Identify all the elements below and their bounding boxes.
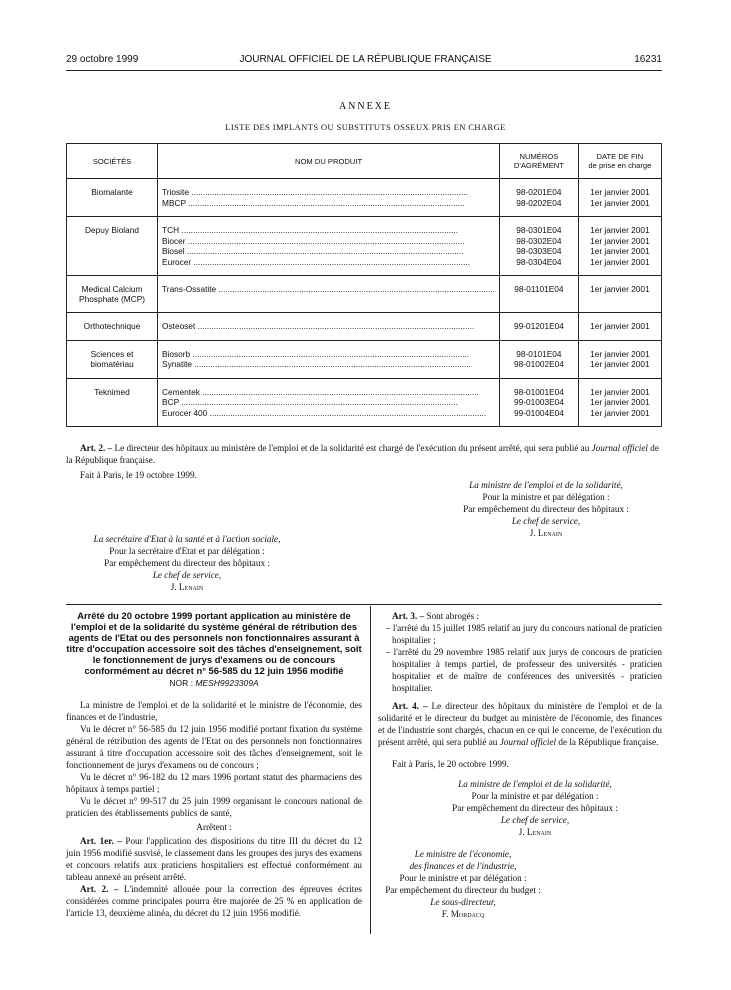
- sig-l2-l3: Pour le ministre et par délégation :: [399, 873, 527, 883]
- table-row: [67, 179, 662, 217]
- arrete-p2: Vu le décret n° 56-585 du 12 juin 1956 modifié portant fixation du système général de rétribution des agents de l'Etat ou des personnels non fonctionnaires assurant à titre d'occupation accessoire soit des tâches d'enseignement, soit le fonctionnement de jurys d'examens ou de concours ;: [66, 724, 362, 770]
- sig-l1-l4: Le chef de service,: [152, 570, 222, 580]
- sig-l1-l3: Par empêchement du directeur des hôpitaux :: [104, 558, 270, 568]
- art2-text: L'indemnité allouée pour la correction des épreuves écrites considérées comme principales pourra être majorée de 25 % en application de l'article 13, deuxième alinéa, du décret du 12 juin 1956 modifié.: [66, 884, 362, 918]
- col-header-date-line2: de prise en charge: [588, 161, 652, 170]
- company-cell: [67, 276, 158, 313]
- art2-paragraph: [66, 883, 362, 919]
- column-divider: [370, 606, 371, 934]
- end-date: 1er janvier 2001: [590, 284, 650, 294]
- section-rule: [66, 604, 662, 605]
- agrement-number: 99-01004E04: [514, 407, 564, 418]
- end-date: 1er janvier 2001: [590, 197, 650, 208]
- agrement-number: 99-01003E04: [514, 397, 564, 407]
- art3-text: Sont abrogés :: [424, 611, 480, 621]
- sig-r2-l5: J. Lenain: [518, 827, 552, 837]
- agrement-cell: [500, 217, 579, 276]
- fait-2: Fait à Paris, le 20 octobre 1999.: [392, 759, 509, 769]
- product-name: Eurocer .....: [162, 257, 495, 268]
- art3-item-1: – l'arrêté du 15 juillet 1985 relatif au jury du concours national de praticien hospitalier ;: [386, 623, 662, 645]
- agrement-cell: [500, 179, 579, 217]
- sig-l2-l4: Par empêchement du directeur du budget :: [385, 885, 541, 895]
- product-name: Triosite .....: [162, 187, 495, 198]
- date-cell-list: [579, 217, 661, 275]
- arretent: Arrêtent :: [196, 822, 232, 832]
- art3-label: Art. 3. –: [392, 611, 425, 621]
- header-journal-title: JOURNAL OFFICIEL DE LA RÉPUBLIQUE FRANÇAISE: [239, 54, 492, 65]
- art1-text: Pour l'application des dispositions du titre III du décret du 12 juin 1956 modifié susvisé, le classement dans les groupes des jurys des examens et concours relatifs aux praticiens hospitaliers est effectué conformément au tableau annexé au présent arrêté.: [66, 836, 362, 882]
- agrement-cell-list: [500, 379, 578, 427]
- signature-block-right-2: [378, 778, 662, 838]
- company-name: Depuy Bioland: [85, 225, 139, 235]
- company-cell: [67, 179, 158, 217]
- sig-r1-l5: J. Lenain: [529, 528, 563, 538]
- art1-label: Art. 1er. –: [80, 836, 122, 846]
- table-row: [67, 217, 662, 276]
- header-date: 29 octobre 1999: [66, 54, 139, 65]
- agrement-number: 98-01101E04: [514, 284, 564, 294]
- art4-journal: Journal officiel: [499, 737, 557, 747]
- product-name: Eurocer 400 .....: [162, 408, 495, 419]
- agrement-cell: [500, 276, 579, 313]
- agrement-number: 98-0302E04: [516, 235, 562, 246]
- arrete-p1: La ministre de l'emploi et de la solidarité et le ministre de l'économie, des finances et de l'industrie,: [66, 700, 362, 722]
- agrement-cell-list: [500, 276, 578, 303]
- company-cell: [67, 340, 158, 378]
- sig-r2-l2: Pour la ministre et par délégation :: [471, 791, 599, 801]
- art3-paragraph: [378, 610, 662, 622]
- agrement-cell: [500, 378, 579, 427]
- product-name: Cementek .....: [162, 387, 495, 398]
- company-name: Sciences et biomatériau: [90, 348, 134, 369]
- product-cell: [158, 378, 500, 427]
- end-date: 1er janvier 2001: [590, 321, 650, 331]
- company-name: Orthotechnique: [83, 321, 141, 331]
- right-column: [378, 610, 662, 920]
- art2-top-text-a: Le directeur des hôpitaux au ministère de l'emploi et de la solidarité est chargé de l'exécution du présent arrêté, qui sera publié au: [112, 443, 592, 453]
- agrement-number: 98-0201E04: [516, 187, 562, 197]
- sig-l1-l2: Pour la secrétaire d'Etat et par délégation :: [109, 546, 265, 556]
- art2-label: Art. 2. –: [80, 884, 119, 894]
- product-name: MBCP .....: [162, 198, 495, 209]
- date-cell: [578, 313, 661, 341]
- date-cell-list: [579, 276, 661, 303]
- product-cell-list: [158, 313, 499, 340]
- date-cell: [578, 179, 661, 217]
- fait-1: Fait à Paris, le 19 octobre 1999.: [80, 470, 197, 480]
- company-name: Teknimed: [94, 386, 130, 397]
- end-date: 1er janvier 2001: [590, 407, 650, 418]
- agrement-number: 98-0304E04: [516, 256, 562, 267]
- product-cell-list: [158, 341, 499, 378]
- end-date: 1er janvier 2001: [590, 348, 650, 359]
- art3-item-2: – l'arrêté du 29 novembre 1985 relatif aux jurys de concours de praticien hospitalier à temps partiel, de professeur des universités - praticien hospitalier et de maître de conférences des universités - praticien hospitalier.: [386, 647, 662, 693]
- col-header-societes: SOCIÉTÉS: [67, 144, 158, 179]
- sig-r2-l4: Le chef de service,: [500, 815, 570, 825]
- table-row: [67, 378, 662, 427]
- col-header-date-line1: DATE DE FIN: [596, 152, 644, 161]
- annexe-title: ANNEXE: [338, 101, 393, 112]
- date-cell: [578, 276, 661, 313]
- sig-r1-l2: Pour la ministre et par délégation :: [482, 492, 610, 502]
- agrement-number: 98-0303E04: [516, 246, 562, 256]
- art4-paragraph: [378, 700, 662, 748]
- agrement-cell: [500, 340, 579, 378]
- agrement-cell-list: [500, 313, 578, 340]
- agrement-number: 98-0202E04: [516, 197, 562, 208]
- product-name: Synatite .....: [162, 359, 495, 370]
- end-date: 1er janvier 2001: [590, 397, 650, 407]
- sig-l2-l1: Le ministre de l'économie,: [414, 849, 512, 859]
- product-cell-list: [158, 379, 499, 427]
- table-row: [67, 313, 662, 341]
- company-cell: [67, 313, 158, 341]
- col-header-agrement: NUMÉROS D'AGRÉMENT: [500, 144, 579, 179]
- product-cell: [158, 340, 500, 378]
- left-column: [66, 610, 362, 919]
- product-name: BCP .....: [162, 397, 495, 408]
- table-row: [67, 276, 662, 313]
- end-date: 1er janvier 2001: [590, 235, 650, 246]
- art2-top-journal: Journal officiel: [591, 443, 648, 453]
- art2-top-label: Art. 2. –: [80, 443, 113, 453]
- signature-block-left-1: [66, 533, 308, 593]
- art2-top-paragraph: [66, 442, 662, 466]
- art4-label: Art. 4. –: [392, 701, 428, 711]
- sig-r1-l1: La ministre de l'emploi et de la solidarité,: [469, 480, 623, 490]
- date-cell: [578, 378, 661, 427]
- agrement-number: 98-0101E04: [516, 348, 562, 359]
- sig-r2-l3: Par empêchement du directeur des hôpitaux :: [452, 803, 618, 813]
- sig-l2-l2: des finances et de l'industrie,: [409, 861, 517, 871]
- product-cell: [158, 276, 500, 313]
- sig-l2-l6: F. Mordacq: [441, 909, 485, 919]
- product-cell-list: [158, 276, 499, 303]
- agrement-number: 98-0301E04: [516, 225, 562, 235]
- agrement-cell-list: [500, 341, 578, 378]
- end-date: 1er janvier 2001: [590, 359, 650, 369]
- art2-top-text-b: de la République française.: [66, 443, 659, 465]
- product-cell: [158, 217, 500, 276]
- product-name: TCH .....: [162, 225, 495, 236]
- header-page-number: 16231: [634, 54, 662, 65]
- product-cell: [158, 179, 500, 217]
- signature-block-left-2: [378, 848, 548, 920]
- company-name: Medical Calcium Phosphate (MCP): [79, 284, 145, 304]
- arrete-p3: Vu le décret n° 96-182 du 12 mars 1996 portant statut des pharmaciens des hôpitaux à temps partiel ;: [66, 772, 362, 794]
- table-header-row: [67, 144, 662, 179]
- date-cell-list: [579, 379, 661, 427]
- agrement-cell: [500, 313, 579, 341]
- product-name: Biosel .....: [162, 246, 495, 257]
- agrement-number: 98-01002E04: [514, 359, 564, 369]
- art4-text-a: Le directeur des hôpitaux du ministère de l'emploi et de la solidarité et le directeur du budget au ministère de l'économie, des finances et de l'industrie sont chargés, chacun en ce qui le concerne, de l'exécution du présent arrêté, qui sera publié au: [378, 701, 662, 747]
- col-header-date-fin: [578, 144, 661, 179]
- end-date: 1er janvier 2001: [590, 225, 650, 235]
- arrete-title: Arrêté du 20 octobre 1999 portant application au ministère de l'emploi et de la solidarité du système général de rétribution des agents de l'Etat ou des personnels non fonctionnaires assurant à titre d'occupation accessoire soit des tâches d'enseignement, soit le fonctionnement de jurys d'examens ou de concours conformément au décret n° 56-585 du 12 juin 1956 modifié: [66, 610, 362, 676]
- header-rule: [66, 70, 662, 71]
- agrement-cell-list: [500, 179, 578, 216]
- company-cell: [67, 378, 158, 427]
- art1-paragraph: [66, 835, 362, 883]
- company-name: Biomalante: [91, 187, 133, 197]
- company-cell: [67, 217, 158, 276]
- end-date: 1er janvier 2001: [590, 187, 650, 197]
- product-cell-list: [158, 217, 499, 275]
- end-date: 1er janvier 2001: [590, 256, 650, 267]
- nor-label: NOR :: [169, 678, 196, 688]
- agrement-cell-list: [500, 217, 578, 275]
- sig-r1-l4: Le chef de service,: [511, 516, 581, 526]
- product-name: Osteoset .....: [162, 321, 495, 332]
- nor-value: MESH9923309A: [195, 678, 259, 688]
- annexe-subtitle: LISTE DES IMPLANTS OU SUBSTITUTS OSSEUX PRIS EN CHARGE: [225, 122, 506, 132]
- end-date: 1er janvier 2001: [590, 246, 650, 256]
- date-cell: [578, 217, 661, 276]
- sig-l2-l5: Le sous-directeur,: [430, 897, 496, 907]
- sig-l1-l5: J. Lenain: [170, 582, 204, 592]
- product-cell: [158, 313, 500, 341]
- product-name: Trans-Ossatite .....: [162, 284, 495, 295]
- date-cell-list: [579, 313, 661, 340]
- product-name: Biosorb .....: [162, 349, 495, 360]
- product-cell-list: [158, 179, 499, 216]
- date-cell-list: [579, 179, 661, 216]
- arrete-p4: Vu le décret n° 99-517 du 25 juin 1999 organisant le concours national de praticien des établissements publics de santé,: [66, 796, 362, 818]
- sig-r1-l3: Par empêchement du directeur des hôpitaux :: [463, 504, 629, 514]
- nor-line: [66, 677, 362, 689]
- agrement-number: 98-01001E04: [514, 386, 564, 397]
- date-cell: [578, 340, 661, 378]
- agrement-number: 99-01201E04: [514, 321, 564, 331]
- end-date: 1er janvier 2001: [590, 386, 650, 397]
- implants-table: [66, 143, 662, 427]
- col-header-produit: NOM DU PRODUIT: [158, 144, 500, 179]
- product-name: Biocer .....: [162, 236, 495, 247]
- signature-block-right-1: [430, 479, 662, 539]
- date-cell-list: [579, 341, 661, 378]
- table-row: [67, 340, 662, 378]
- art4-text-b: de la République française.: [556, 737, 659, 747]
- sig-l1-l1: La secrétaire d'Etat à la santé et à l'action sociale,: [93, 534, 281, 544]
- sig-r2-l1: La ministre de l'emploi et de la solidarité,: [458, 779, 612, 789]
